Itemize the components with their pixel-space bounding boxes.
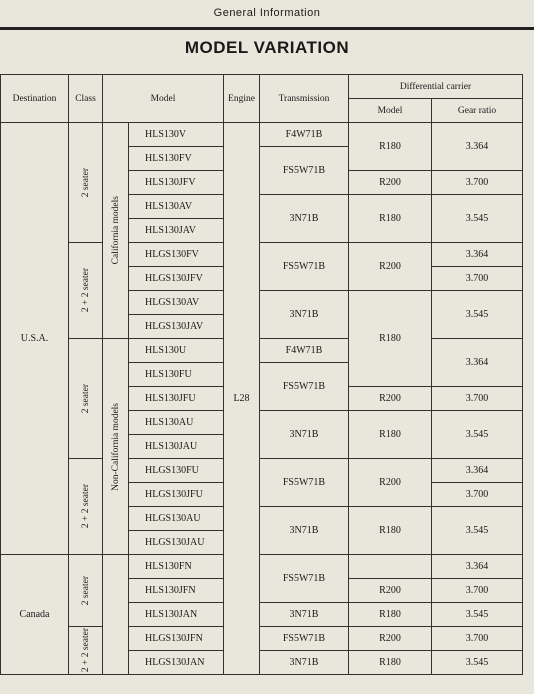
model-cell: HLGS130JFN <box>129 627 224 651</box>
transmission-cell: FS5W71B <box>260 147 349 195</box>
transmission-cell: FS5W71B <box>260 243 349 291</box>
model-cell: HLGS130AV <box>129 291 224 315</box>
diff-model-cell: R180 <box>349 603 432 627</box>
diff-model-cell: R180 <box>349 651 432 675</box>
gear-ratio-cell: 3.700 <box>432 579 523 603</box>
gear-ratio-cell: 3.364 <box>432 459 523 483</box>
class-cell: 2 seater <box>69 339 103 459</box>
gear-ratio-cell: 3.364 <box>432 339 523 387</box>
gear-ratio-cell: 3.700 <box>432 387 523 411</box>
model-cell: HLS130JAU <box>129 435 224 459</box>
model-cell: HLS130JFN <box>129 579 224 603</box>
gear-ratio-cell: 3.545 <box>432 195 523 243</box>
model-cell: HLS130FN <box>129 555 224 579</box>
diff-model-cell: R200 <box>349 387 432 411</box>
group-blank <box>103 555 129 675</box>
class-cell: 2 seater <box>69 123 103 243</box>
gear-ratio-cell: 3.545 <box>432 507 523 555</box>
model-cell: HLGS130JAN <box>129 651 224 675</box>
transmission-cell: FS5W71B <box>260 555 349 603</box>
model-cell: HLS130FV <box>129 147 224 171</box>
model-cell: HLGS130JAU <box>129 531 224 555</box>
page-header: General Information <box>213 7 321 19</box>
model-cell: HLGS130AU <box>129 507 224 531</box>
class-cell: 2 + 2 seater <box>69 243 103 339</box>
gear-ratio-cell: 3.364 <box>432 123 523 171</box>
header-class: Class <box>69 75 103 123</box>
model-cell: HLGS130JAV <box>129 315 224 339</box>
model-cell: HLS130JAN <box>129 603 224 627</box>
transmission-cell: 3N71B <box>260 195 349 243</box>
model-cell: HLGS130JFV <box>129 267 224 291</box>
model-cell: HLS130FU <box>129 363 224 387</box>
transmission-cell: 3N71B <box>260 411 349 459</box>
transmission-cell: F4W71B <box>260 339 349 363</box>
transmission-cell: 3N71B <box>260 507 349 555</box>
page-title: MODEL VARIATION <box>184 38 350 57</box>
header-engine: Engine <box>224 75 260 123</box>
model-variation-table <box>0 74 523 675</box>
gear-ratio-cell: 3.700 <box>432 267 523 291</box>
gear-ratio-cell: 3.700 <box>432 171 523 195</box>
group-cell: California models <box>103 123 129 339</box>
diff-model-cell: R200 <box>349 171 432 195</box>
header-gear-ratio: Gear ratio <box>432 99 523 123</box>
header-transmission: Transmission <box>260 75 349 123</box>
header-diff-model: Model <box>349 99 432 123</box>
transmission-cell: FS5W71B <box>260 627 349 651</box>
header-differential-carrier: Differential carrier <box>349 75 523 99</box>
engine-cell: L28 <box>224 123 260 675</box>
model-cell: HLGS130FU <box>129 459 224 483</box>
transmission-cell: FS5W71B <box>260 459 349 507</box>
model-cell: HLGS130JFU <box>129 483 224 507</box>
destination-cell: Canada <box>1 555 69 675</box>
model-cell: HLS130AU <box>129 411 224 435</box>
diff-model-cell: R200 <box>349 627 432 651</box>
diff-model-cell: R180 <box>349 195 432 243</box>
class-cell: 2 + 2 seater <box>69 459 103 555</box>
header-divider <box>0 27 534 30</box>
diff-model-cell: R180 <box>349 123 432 171</box>
gear-ratio-cell: 3.545 <box>432 291 523 339</box>
transmission-cell: FS5W71B <box>260 363 349 411</box>
transmission-cell: 3N71B <box>260 603 349 627</box>
diff-model-cell <box>349 555 432 579</box>
header-destination: Destination <box>1 75 69 123</box>
diff-model-cell: R200 <box>349 579 432 603</box>
group-cell: Non-California models <box>103 339 129 555</box>
diff-model-cell: R200 <box>349 459 432 507</box>
gear-ratio-cell: 3.545 <box>432 411 523 459</box>
model-cell: HLS130JFV <box>129 171 224 195</box>
diff-model-cell: R180 <box>349 291 432 387</box>
transmission-cell: 3N71B <box>260 291 349 339</box>
gear-ratio-cell: 3.364 <box>432 555 523 579</box>
model-cell: HLS130V <box>129 123 224 147</box>
diff-model-cell: R200 <box>349 243 432 291</box>
model-cell: HLGS130FV <box>129 243 224 267</box>
diff-model-cell: R180 <box>349 411 432 459</box>
transmission-cell: 3N71B <box>260 651 349 675</box>
gear-ratio-cell: 3.700 <box>432 483 523 507</box>
diff-model-cell: R180 <box>349 507 432 555</box>
gear-ratio-cell: 3.700 <box>432 627 523 651</box>
transmission-cell: F4W71B <box>260 123 349 147</box>
model-cell: HLS130JAV <box>129 219 224 243</box>
header-model: Model <box>103 75 224 123</box>
destination-cell: U.S.A. <box>1 123 69 555</box>
gear-ratio-cell: 3.545 <box>432 651 523 675</box>
model-cell: HLS130U <box>129 339 224 363</box>
model-cell: HLS130AV <box>129 195 224 219</box>
model-cell: HLS130JFU <box>129 387 224 411</box>
class-cell: 2 + 2 seater <box>69 627 103 675</box>
gear-ratio-cell: 3.364 <box>432 243 523 267</box>
gear-ratio-cell: 3.545 <box>432 603 523 627</box>
class-cell: 2 seater <box>69 555 103 627</box>
